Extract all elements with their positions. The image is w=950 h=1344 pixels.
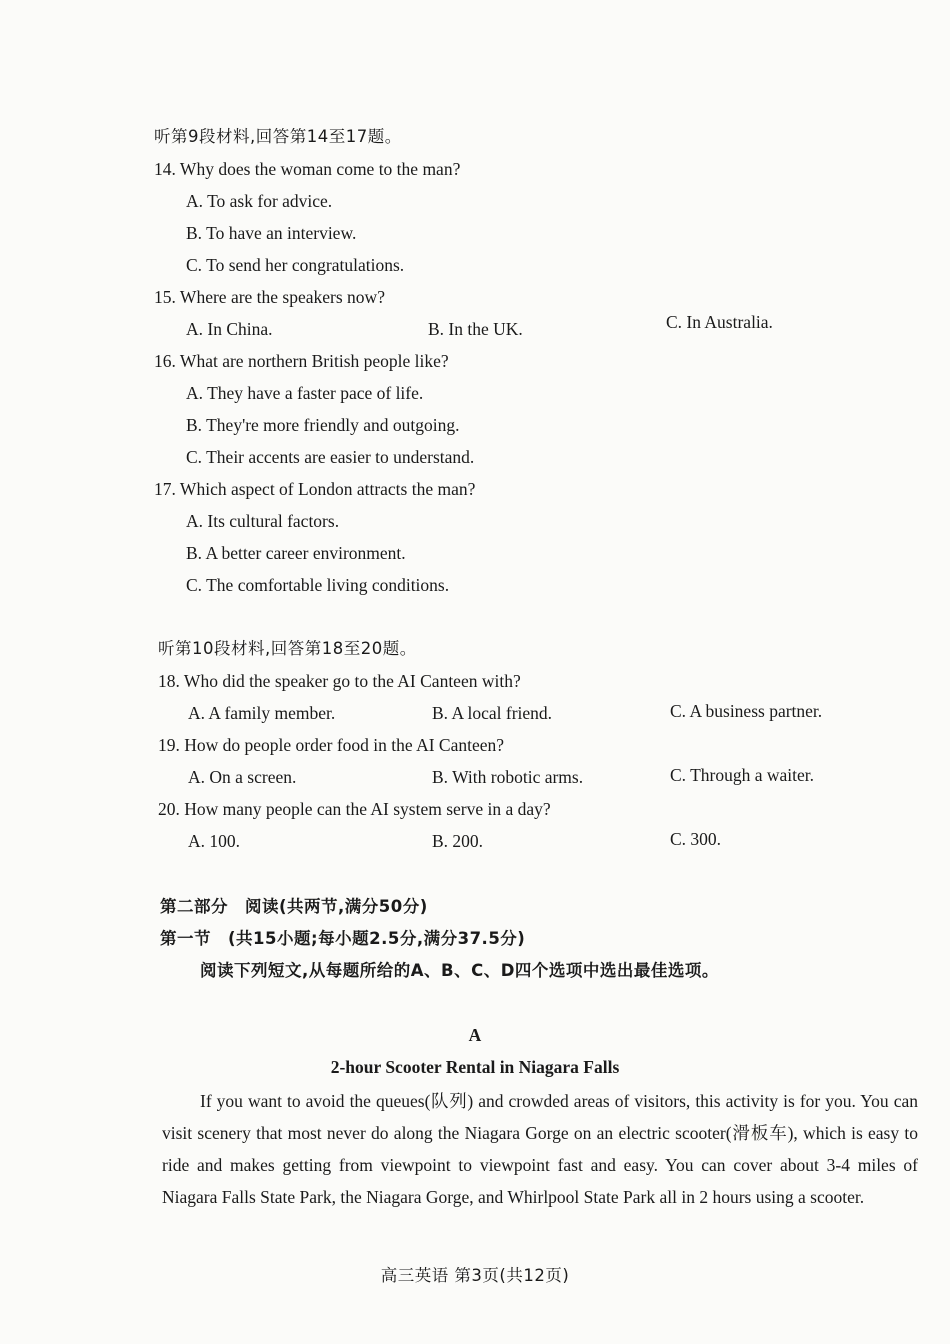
question-20-option-a: A. 100. [188, 831, 241, 851]
question-15: 15. Where are the speakers now? [154, 287, 385, 307]
section9-header: 听第9段材料,回答第14至17题。 [154, 127, 402, 146]
question-19-option-c: C. Through a waiter. [670, 765, 815, 785]
question-19-option-a: A. On a screen. [188, 767, 297, 787]
question-16: 16. What are northern British people like? [154, 351, 449, 371]
section10-header: 听第10段材料,回答第18至20题。 [158, 639, 417, 658]
question-16-option-b: B. They're more friendly and outgoing. [186, 415, 460, 435]
question-15-option-a: A. In China. [186, 319, 273, 339]
question-18: 18. Who did the speaker go to the AI Canteen with? [158, 671, 521, 691]
question-14-option-c: C. To send her congratulations. [186, 255, 405, 275]
question-20-option-c: C. 300. [670, 829, 722, 849]
question-19-option-b: B. With robotic arms. [432, 767, 584, 787]
question-15-option-c: C. In Australia. [666, 312, 773, 332]
question-17-option-b: B. A better career environment. [186, 543, 406, 563]
passage-label: A [468, 1025, 482, 1045]
part2-section1: 第一节 (共15小题;每小题2.5分,满分37.5分) [160, 929, 526, 948]
question-16-option-c: C. Their accents are easier to understand. [186, 447, 475, 467]
question-18-option-a: A. A family member. [188, 703, 336, 723]
question-18-option-b: B. A local friend. [432, 703, 553, 723]
passage-body: If you want to avoid the queues(队列) and crowded areas of visitors, this activity is for you. You can visit scenery that most never do along the Niagara Gorge on an electric scooter(滑板车), which is easy to ride and makes getting from viewpoint to viewpoint fast and easy. You can cover about 3-4 miles of Niagara Falls State Park, the Niagara Gorge, and Whirlpool State Park all in 2 hours using a scooter. [162, 1091, 918, 1207]
question-14-option-a: A. To ask for advice. [186, 191, 333, 211]
question-17-option-a: A. Its cultural factors. [186, 511, 340, 531]
question-19: 19. How do people order food in the AI Canteen? [158, 735, 505, 755]
question-18-option-c: C. A business partner. [670, 701, 823, 721]
question-15-option-b: B. In the UK. [428, 319, 523, 339]
question-20-option-b: B. 200. [432, 831, 484, 851]
question-17: 17. Which aspect of London attracts the man? [154, 479, 476, 499]
question-17-option-c: C. The comfortable living conditions. [186, 575, 450, 595]
question-14: 14. Why does the woman come to the man? [154, 159, 461, 179]
question-16-option-a: A. They have a faster pace of life. [186, 383, 424, 403]
question-14-option-b: B. To have an interview. [186, 223, 357, 243]
passage-title: 2-hour Scooter Rental in Niagara Falls [330, 1057, 620, 1077]
part2-title: 第二部分 阅读(共两节,满分50分) [160, 897, 428, 916]
page-footer: 高三英语 第3页(共12页) [380, 1266, 570, 1285]
question-20: 20. How many people can the AI system serve in a day? [158, 799, 551, 819]
part2-instruction: 阅读下列短文,从每题所给的A、B、C、D四个选项中选出最佳选项。 [200, 961, 719, 980]
